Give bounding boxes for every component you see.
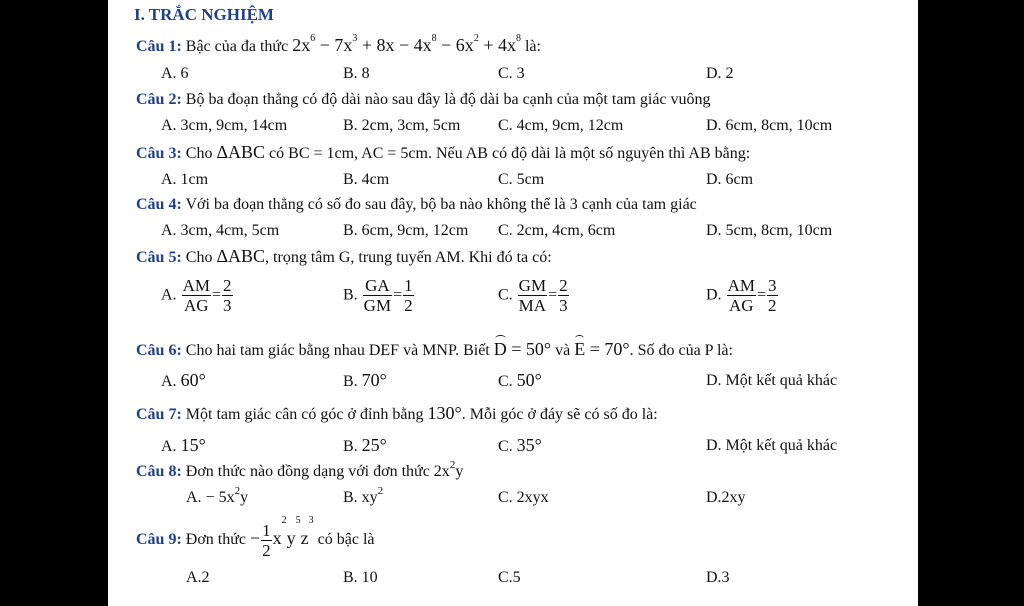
question-8: Câu 8: Đơn thức nào đồng dạng với đơn thức $2x^2y$	[136, 459, 464, 480]
option-c[interactable]: C. 35°	[498, 435, 542, 455]
angle-e: E	[574, 339, 586, 359]
angle-d: D	[493, 339, 507, 359]
option-d[interactable]: D.2xy	[706, 489, 746, 506]
question-label: Câu 1:	[136, 38, 182, 55]
option-c[interactable]: C. $\frac{GM}{MA}$ = $\frac{2}{3}$	[498, 276, 568, 315]
option-d[interactable]: D. Một kết quả khác	[706, 437, 838, 454]
option-b[interactable]: B. $\frac{GA}{GM}$ = $\frac{1}{2}$	[343, 276, 413, 315]
option-b[interactable]: B. 10	[343, 569, 378, 586]
question-label: Câu 8:	[136, 463, 182, 480]
option-b[interactable]: B. 70°	[343, 370, 387, 390]
triangle-abc: ΔABC	[216, 246, 266, 266]
option-d[interactable]: D. Một kết quả khác	[706, 372, 838, 389]
option-a[interactable]: A. 3cm, 4cm, 5cm	[161, 222, 280, 239]
option-c[interactable]: C. 4cm, 9cm, 12cm	[498, 117, 624, 134]
polynomial: $2x^6 - 7x^3 + 8x - 4x^8 - 6x^2 + 4x^8$	[292, 33, 521, 55]
question-4: Câu 4: Với ba đoạn thẳng có số đo sau đây, bộ ba nào không thể là 3 cạnh của tam giác	[136, 196, 697, 213]
option-a[interactable]: A. 15°	[161, 435, 206, 455]
option-b[interactable]: B. 8	[343, 65, 370, 82]
option-a[interactable]: A. 6	[161, 65, 189, 82]
section-title: I. TRẮC NGHIỆM	[134, 5, 274, 24]
option-c[interactable]: C. 5cm	[498, 171, 545, 188]
question-9: Câu 9: Đơn thức − $\frac{1}{2}$ $x^2y^5z^3$ có bậc là	[136, 515, 375, 560]
option-a[interactable]: A.2	[186, 569, 210, 586]
option-a[interactable]: A. 3cm, 9cm, 14cm	[161, 117, 288, 134]
option-c[interactable]: C. 2xyx	[498, 489, 549, 506]
question-6: Câu 6: Cho hai tam giác bằng nhau DEF và MNP. Biết D = 50° và E = 70°. Số đo của P là:	[136, 339, 733, 359]
question-label: Câu 6:	[136, 342, 182, 359]
option-b[interactable]: B. 2cm, 3cm, 5cm	[343, 117, 461, 134]
option-c[interactable]: C. 50°	[498, 370, 542, 390]
question-label: Câu 9:	[136, 531, 182, 548]
option-d[interactable]: D. 6cm, 8cm, 10cm	[706, 117, 833, 134]
monomial: $x^2y^5z^3$	[272, 515, 314, 548]
option-d[interactable]: D. 6cm	[706, 171, 754, 188]
option-b[interactable]: B. $xy^2$	[343, 485, 384, 506]
question-1: Câu 1: Bậc của đa thức $2x^6 - 7x^3 + 8x - 4x^8 - 6x^2 + 4x^8$ là:	[136, 33, 541, 55]
option-d[interactable]: D. 5cm, 8cm, 10cm	[706, 222, 833, 239]
question-7: Câu 7: Một tam giác cân có góc ở đỉnh bằng 130°. Mỗi góc ở đáy sẽ có số đo là:	[136, 403, 658, 423]
question-label: Câu 2:	[136, 91, 182, 108]
option-a[interactable]: A. $\frac{AM}{AG}$ = $\frac{2}{3}$	[161, 276, 232, 315]
option-c[interactable]: C. 2cm, 4cm, 6cm	[498, 222, 616, 239]
question-5: Câu 5: Cho ΔABC, trọng tâm G, trung tuyến AM. Khi đó ta có:	[136, 246, 552, 266]
option-b[interactable]: B. 6cm, 9cm, 12cm	[343, 222, 469, 239]
option-c[interactable]: C. 3	[498, 65, 525, 82]
question-3: Câu 3: Cho ΔABC có BC = 1cm, AC = 5cm. Nếu AB có độ dài là một số nguyên thì AB bằng:	[136, 142, 751, 162]
option-a[interactable]: A. − $5x^2y$	[186, 485, 249, 506]
triangle-abc: ΔABC	[216, 142, 266, 162]
option-a[interactable]: A. 60°	[161, 370, 206, 390]
question-label: Câu 5:	[136, 249, 182, 266]
option-d[interactable]: D. $\frac{AM}{AG}$ = $\frac{3}{2}$	[706, 276, 777, 315]
option-d[interactable]: D.3	[706, 569, 730, 586]
question-label: Câu 7:	[136, 406, 182, 423]
option-b[interactable]: B. 25°	[343, 435, 387, 455]
option-b[interactable]: B. 4cm	[343, 171, 390, 188]
question-label: Câu 3:	[136, 145, 182, 162]
option-d[interactable]: D. 2	[706, 65, 734, 82]
question-2: Câu 2: Bộ ba đoạn thẳng có độ dài nào sau đây là độ dài ba cạnh của một tam giác vuông	[136, 91, 711, 108]
option-c[interactable]: C.5	[498, 569, 521, 586]
option-a[interactable]: A. 1cm	[161, 171, 209, 188]
question-label: Câu 4:	[136, 196, 182, 213]
